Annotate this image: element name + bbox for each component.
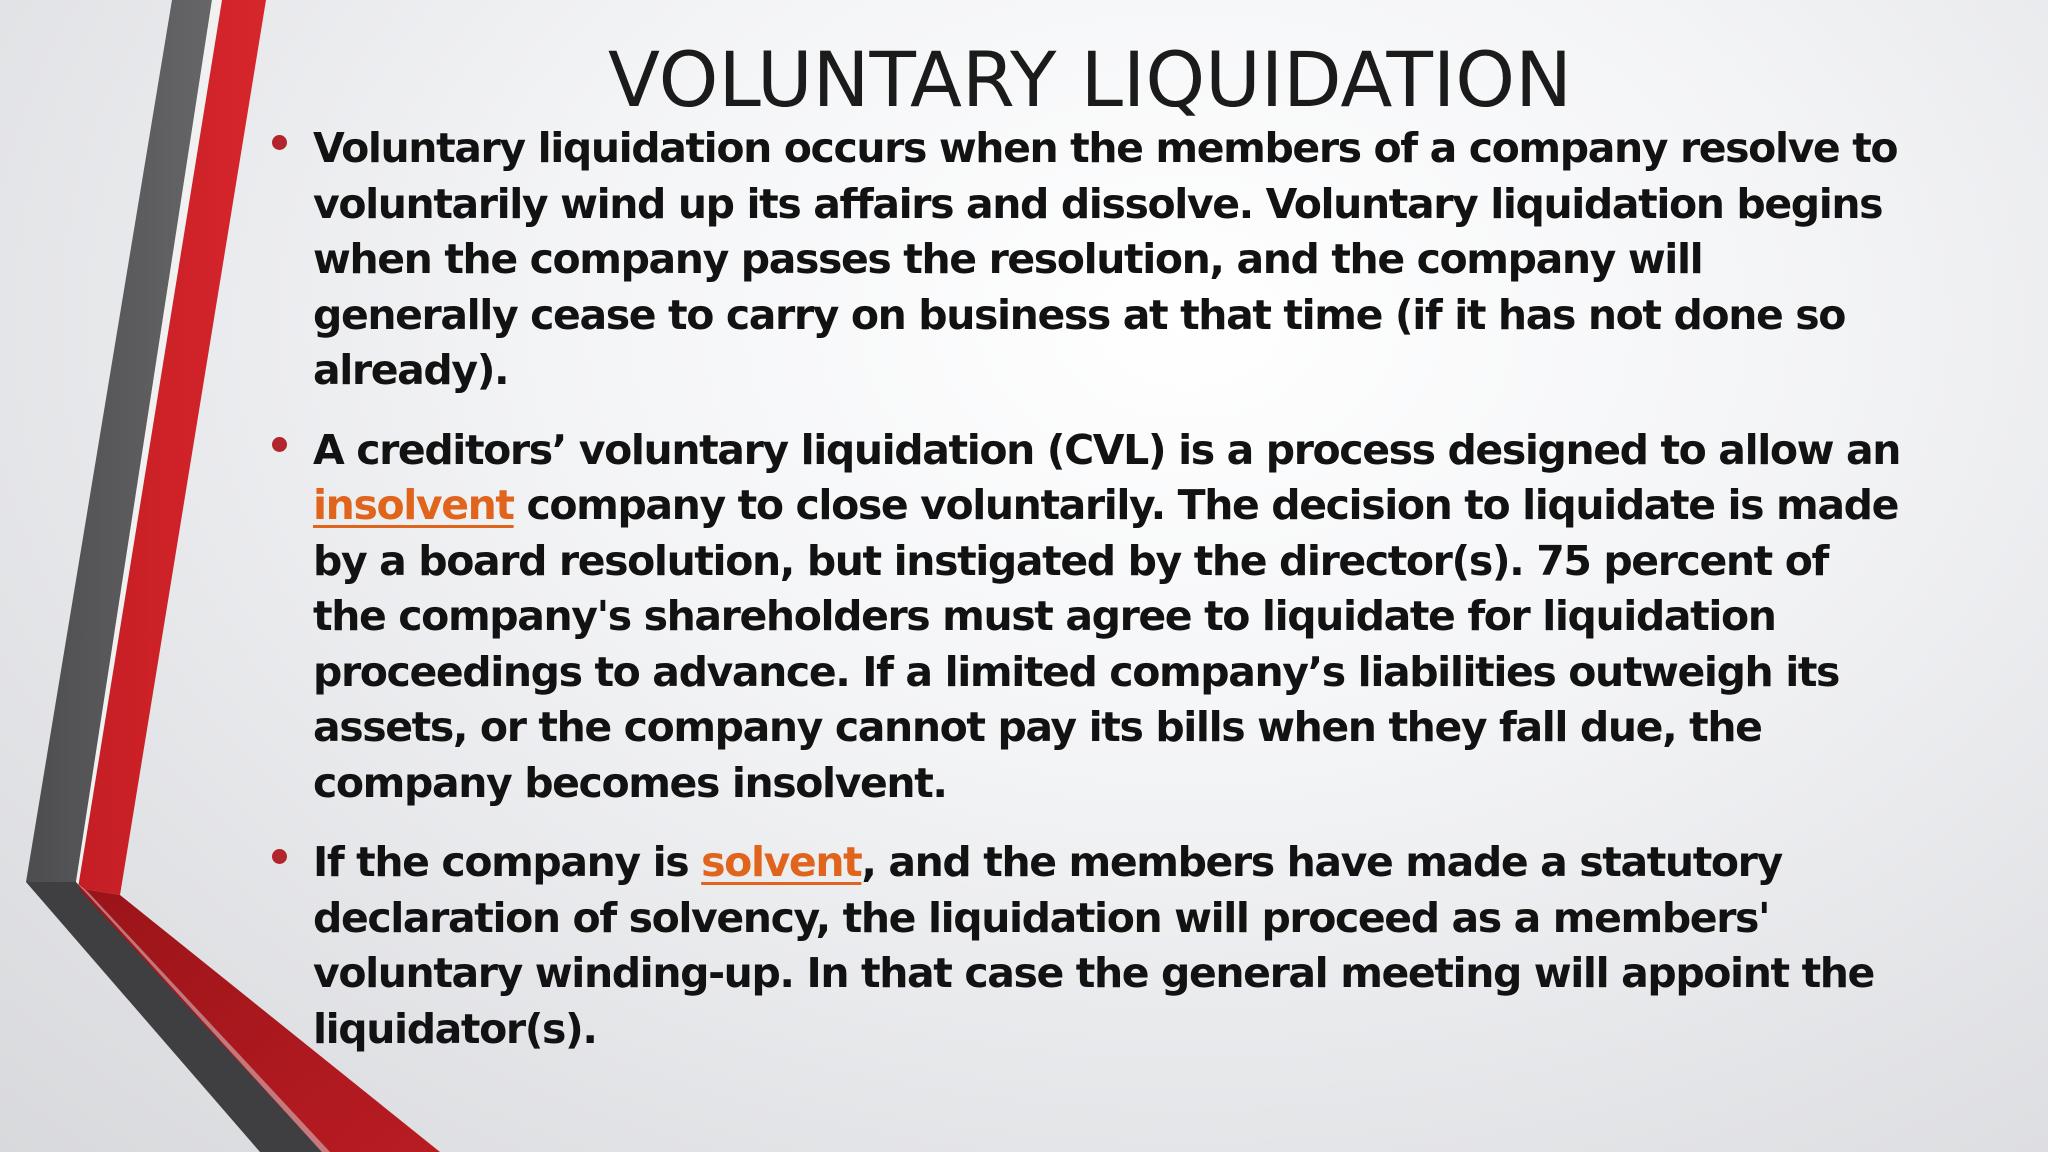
bullet-item-voluntary-liquidation [313,121,1913,399]
bullet-dot-icon [272,135,287,150]
diagonal-highlight [76,882,330,1152]
bullet-text-end: company to close voluntarily. The decision to liquidate is made by a board resolution, but instigated by the director(s). 75 percent of the company's shareholders must agree to liquidate for liquidation proceedings to advance. If a limited company’s liabilities outweigh its assets, or the company cannot pay its bills when they fall due, the company becomes insolvent. [313,481,1898,807]
bullet-list [313,121,1913,1081]
slide-title: VOLUNTARY LIQUIDATION [608,35,1572,124]
bullet-text-end: , and the members have made a statutory declaration of solvency, the liquidation will proceed as a members' voluntary winding-up. In that case the general meeting will appoint the liquidator(s). [313,838,1874,1053]
bullet-dot-icon [272,437,287,452]
bullet-dot-icon [272,849,287,864]
bullet-item-creditors-voluntary-liquidation [313,423,1913,812]
bullet-text: Voluntary liquidation occurs when the members of a company resolve to voluntarily wind up its affairs and dissolve. Voluntary liquidation begins when the company passes the resolution, and the company will generally cease to carry on business at that time (if it has not done so already). [313,124,1898,394]
solvent-link[interactable]: solvent [701,838,862,886]
insolvent-link[interactable]: insolvent [313,481,514,529]
grey-diagonal [26,882,322,1152]
bullet-text-start: A creditors’ voluntary liquidation (CVL) is a process designed to allow an [313,425,1901,474]
bullet-item-members-voluntary-winding-up [313,835,1913,1057]
white-gap [76,0,222,892]
bullet-text-start: If the company is [313,838,702,886]
